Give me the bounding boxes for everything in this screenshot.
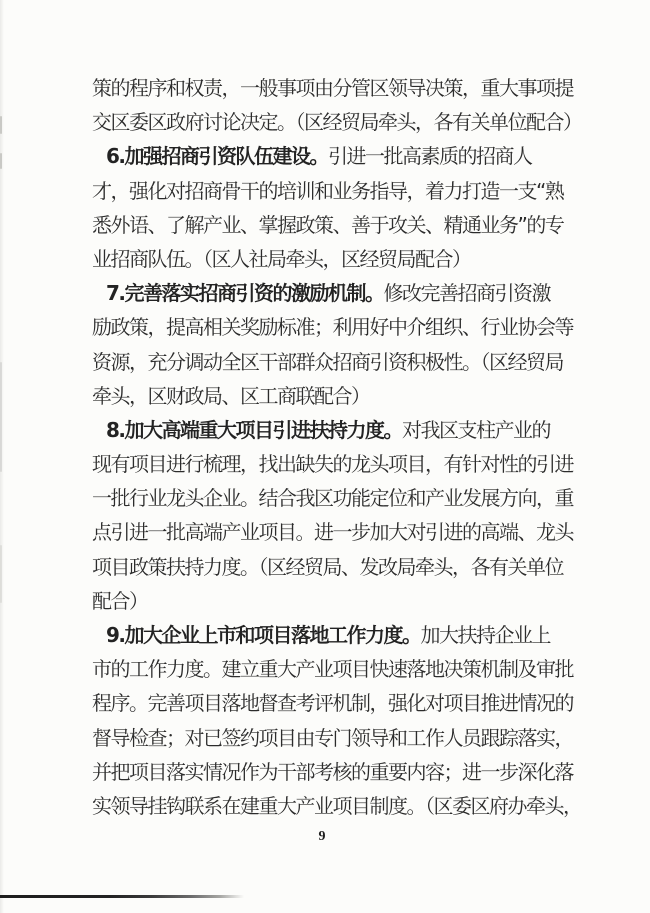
line-text: 励政策，提高相关奖励标准；利用好中介组织、行业协会等 xyxy=(92,315,573,340)
scan-artifact-line xyxy=(0,895,244,898)
text-line xyxy=(92,686,584,720)
text-line xyxy=(92,242,584,276)
text-line xyxy=(92,276,584,310)
scan-artifact-mark xyxy=(0,545,2,603)
text-line xyxy=(92,345,584,379)
line-text: 策的程序和权责，一般事项由分管区领导决策，重大事项提 xyxy=(92,76,573,100)
line-text: 对我区支柱产业的 xyxy=(402,417,551,442)
text-line xyxy=(92,105,584,139)
text-line xyxy=(92,652,584,686)
text-line xyxy=(92,481,584,515)
line-text: 才，强化对招商骨干的培训和业务指导，着力打造一支“熟 xyxy=(92,178,564,203)
text-line xyxy=(92,584,584,618)
line-text: 悉外语、了解产业、掌握政策、善于攻关、精通业务”的专 xyxy=(92,212,564,237)
text-block xyxy=(92,71,584,823)
line-text: 业招商队伍。（区人社局牵头，区经贸局配合） xyxy=(92,246,471,271)
text-line xyxy=(92,618,584,652)
line-text: 点引进一批高端产业项目。进一步加大对引进的高端、龙头 xyxy=(92,520,573,545)
text-line xyxy=(92,789,584,823)
text-line xyxy=(92,447,584,481)
text-line xyxy=(92,550,584,584)
scan-artifact-mark xyxy=(0,362,2,472)
text-line xyxy=(92,721,584,755)
scan-artifact-mark xyxy=(0,116,2,134)
text-line xyxy=(92,413,584,447)
item-heading: 8.加大高端重大项目引进扶持力度。 xyxy=(106,417,403,442)
line-text: 督导检查；对已签约项目由专门领导和工作人员跟踪落实， xyxy=(92,725,573,750)
item-heading: 6.加强招商引资队伍建设。 xyxy=(106,144,329,169)
scan-artifact-mark xyxy=(0,153,2,169)
line-text: 项目政策扶持力度。（区经贸局、发改局牵头，各有关单位 xyxy=(92,554,563,579)
line-text: 牵头，区财政局、区工商联配合） xyxy=(92,383,370,408)
line-text: 引进一批高素质的招商人 xyxy=(328,144,532,169)
line-text: 程序。完善项目落地督查考评机制，强化对项目推进情况的 xyxy=(92,691,573,716)
text-line xyxy=(92,139,584,173)
item-heading: 9.加大企业上市和项目落地工作力度。 xyxy=(106,623,421,647)
text-line xyxy=(92,208,584,242)
text-line xyxy=(92,174,584,208)
line-text: 市的工作力度。建立重大产业项目快速落地决策机制及审批 xyxy=(92,657,573,682)
text-line xyxy=(92,71,584,105)
text-line xyxy=(92,515,584,549)
line-text: 现有项目进行梳理，找出缺失的龙头项目，有针对性的引进 xyxy=(92,452,573,477)
line-text: 配合） xyxy=(92,588,148,613)
line-text: 实领导挂钩联系在建重大产业项目制度。（区委区府办牵头， xyxy=(92,793,582,818)
text-line xyxy=(92,310,584,344)
line-text: 修改完善招商引资激 xyxy=(383,281,551,306)
line-text: 并把项目落实情况作为干部考核的重要内容；进一步深化落 xyxy=(92,759,573,784)
text-line xyxy=(92,755,584,789)
line-text: 资源，充分调动全区干部群众招商引资积极性。（区经贸局 xyxy=(92,349,563,374)
line-text: 一批行业龙头企业。结合我区功能定位和产业发展方向，重 xyxy=(92,486,573,511)
item-heading: 7.完善落实招商引资的激励机制。 xyxy=(106,281,384,306)
line-text: 加大扶持企业上 xyxy=(420,623,551,647)
page-number: 9 xyxy=(318,829,326,844)
text-line xyxy=(92,379,584,413)
line-text: 交区委区政府讨论决定。（区经贸局牵头，各有关单位配合） xyxy=(92,110,582,135)
